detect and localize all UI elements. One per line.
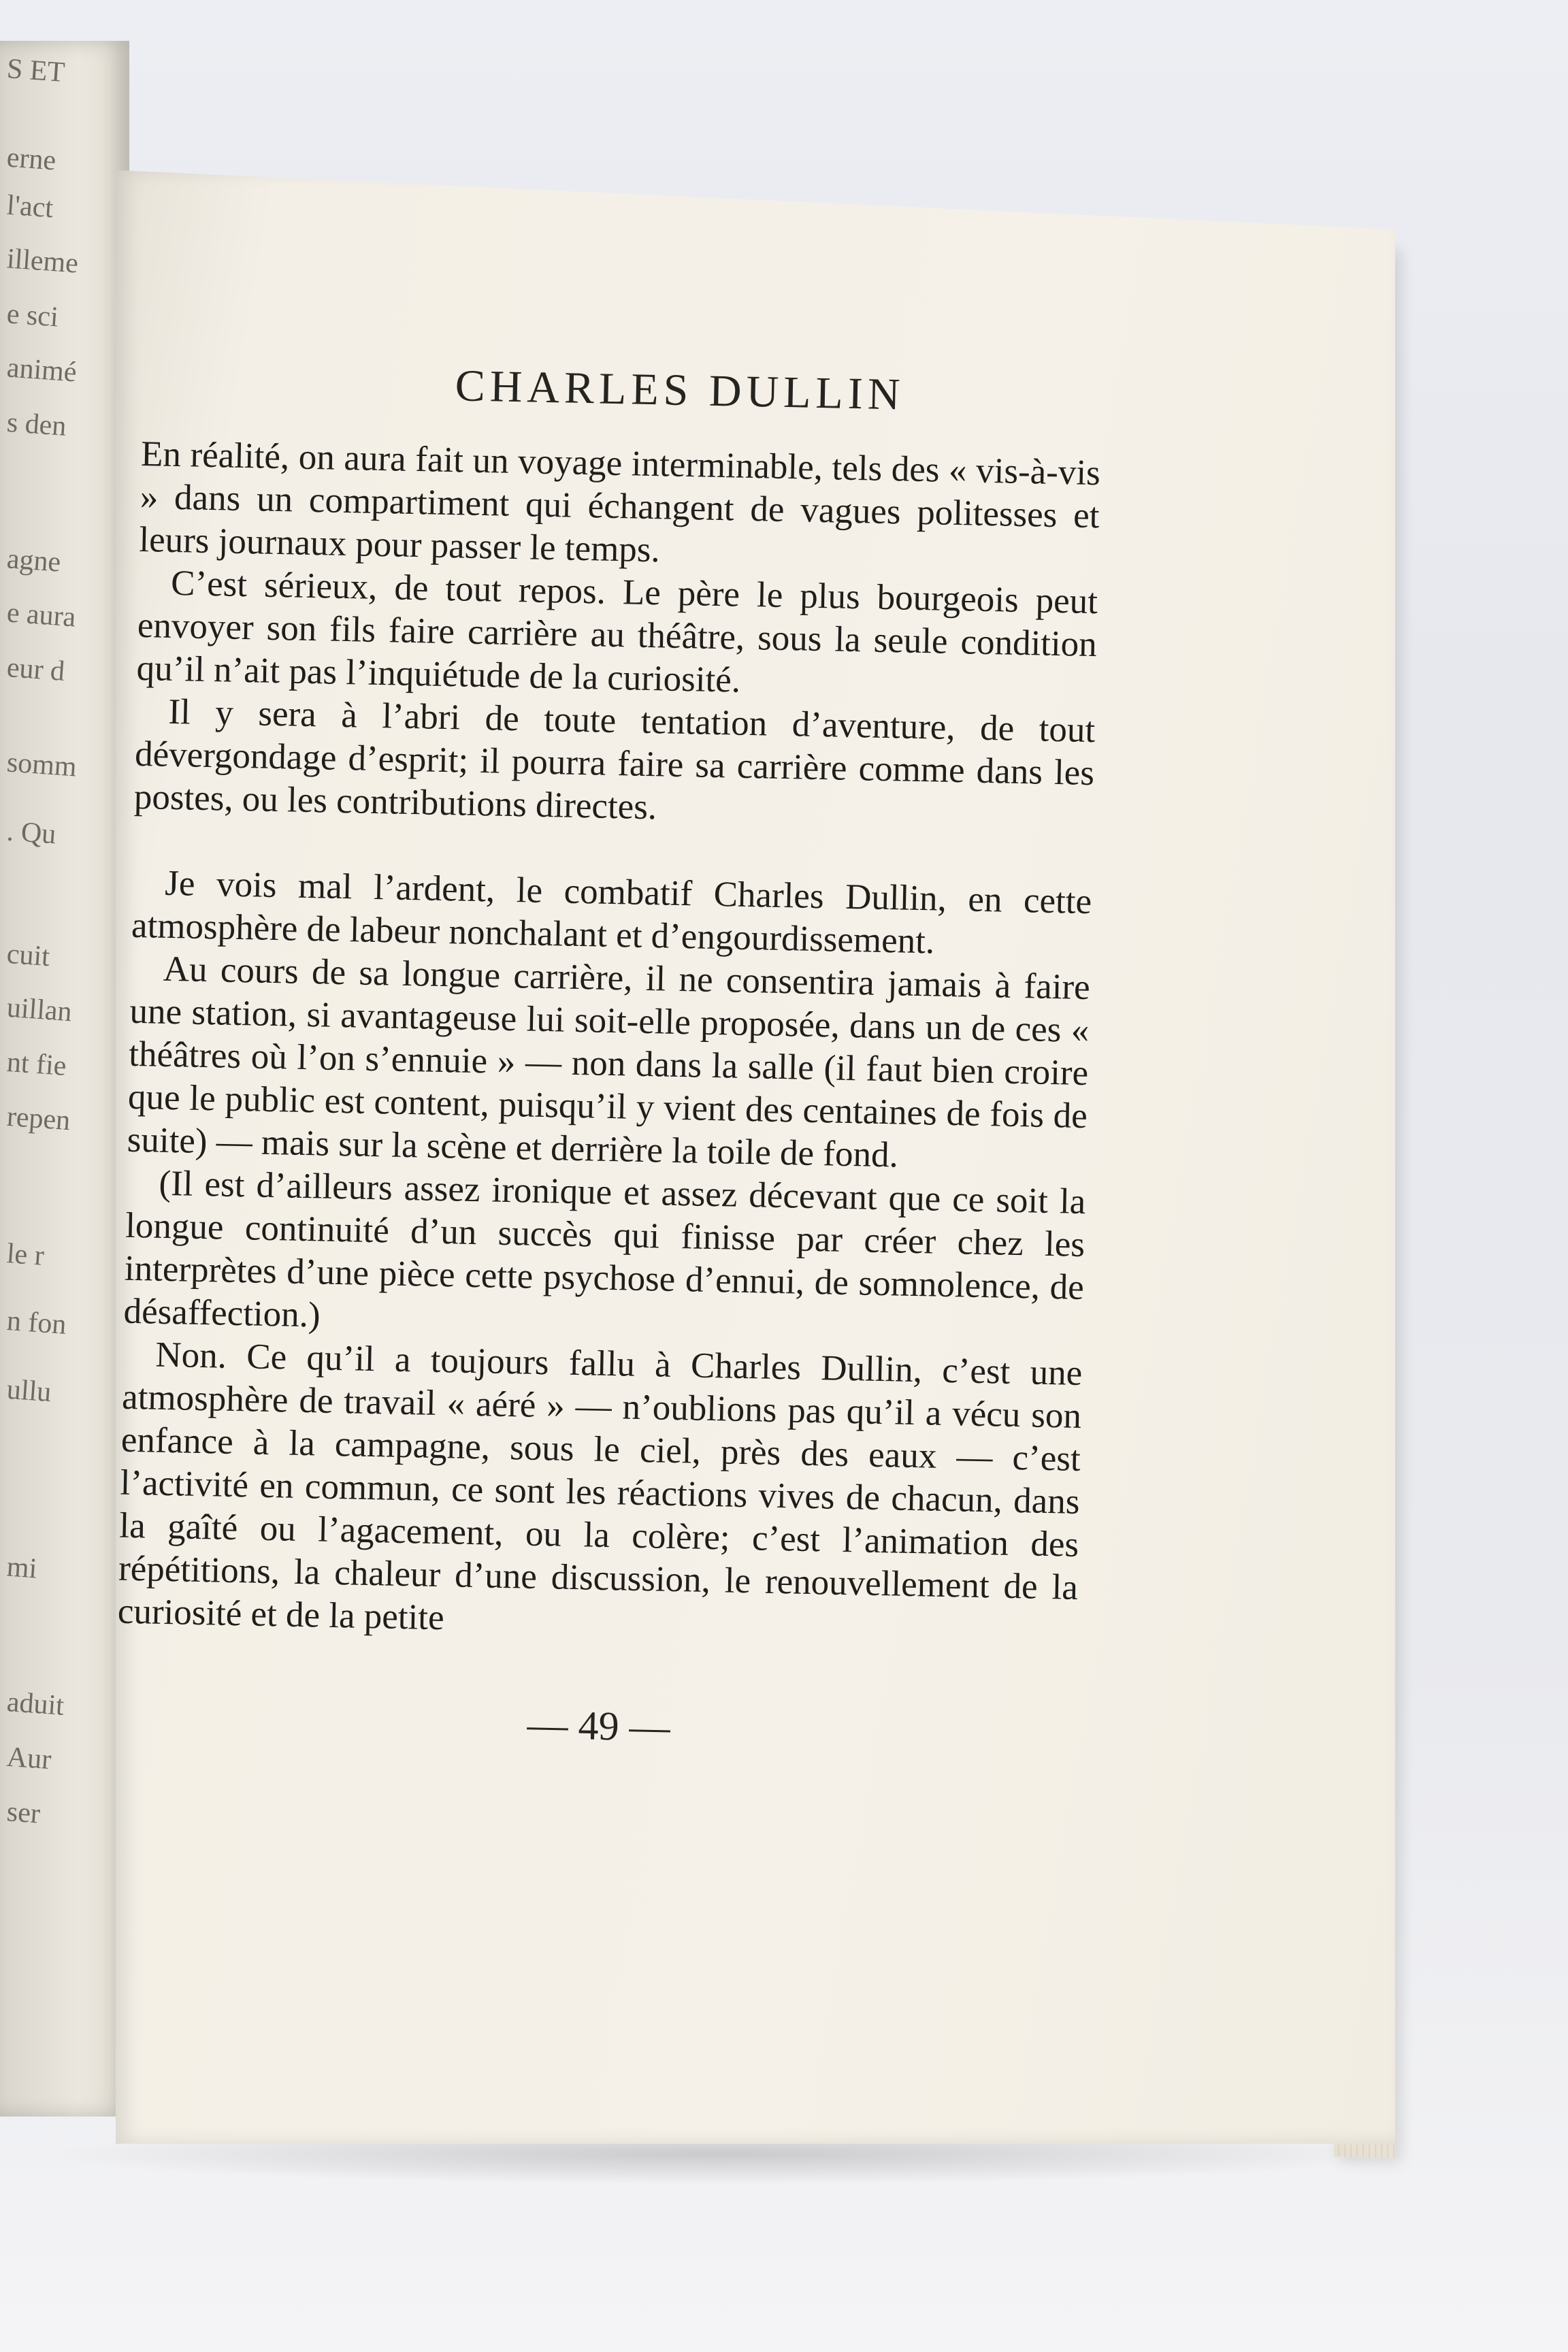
- left-page-fragment: l'act: [5, 189, 54, 225]
- left-page-fragment: n fon: [5, 1305, 67, 1341]
- running-head: CHARLES DULLIN: [455, 361, 906, 420]
- left-page-fragment: ullu: [5, 1373, 52, 1409]
- paragraph: Non. Ce qu’il a toujours fallu à Charles Dullin, c’est une atmosphère de travail « aéré » — n’oublions pas qu’il a vécu son enfance à la campagne, sous le ciel, près des eaux — c’est l’activité en commun, ce sont les réactions vives de chacun, dans la gaîté ou l’agacement, ou la colère; c’est l’animation des répétitions, la chaleur d’une discussion, le renouvellement de la curiosité et de la petite: [117, 1335, 1083, 1638]
- page-number: — 49 —: [527, 1701, 671, 1750]
- paragraph: Je vois mal l’ardent, le combatif Charles Dullin, en cette atmosphère de labeur nonchalant et d’engourdissement.: [131, 863, 1092, 962]
- left-page-fragment: e sci: [5, 298, 60, 333]
- left-page-fragment: eur d: [5, 652, 66, 687]
- left-page-fragment: e aura: [5, 597, 77, 634]
- left-page-fragment: . Qu: [5, 815, 57, 851]
- paragraph: Au cours de sa longue carrière, il ne consentira jamais à faire une station, si avantageuse lui soit-elle proposée, dans un de ces « théâtres où l’on s’ennuie » — non dans la salle (il faut bien croire que le public est content, puisqu’il y vient des centaines de fois de suite) — mais sur la scène et derrière la toile de fond.: [127, 949, 1091, 1175]
- left-page-fragment: cuit: [5, 938, 51, 973]
- left-page-fragment: le r: [5, 1238, 46, 1272]
- paragraph: Il y sera à l’abri de toute tentation d’aventure, de tout dévergondage d’esprit; il pourra faire sa carrière comme dans les postes, ou les contributions directes.: [133, 691, 1096, 828]
- left-page-fragment: uillan: [5, 992, 74, 1028]
- left-page-fragment: erne: [5, 142, 57, 177]
- left-page-fragment: s den: [5, 407, 67, 442]
- left-page-fragment: animé: [5, 352, 78, 389]
- left-page-fragment: somm: [5, 747, 78, 783]
- paragraph: (Il est d’ailleurs assez ironique et assez décevant que ce soit la longue continuité d’un succès qui finisse par créer chez les interprètes d’une pièce cette psychose d’ennui, de somnolence, de désaffection.): [123, 1163, 1086, 1335]
- left-page-fragment: S ET: [5, 53, 66, 88]
- paragraph: C’est sérieux, de tout repos. Le père le plus bourgeois peut envoyer son fils faire carrière au théâtre, sous la seule condition qu’il n’ait pas l’inquiétude de la curiosité.: [136, 563, 1098, 700]
- left-page-fragment: Aur: [5, 1741, 52, 1776]
- paragraph: En réalité, on aura fait un voyage interminable, tels des « vis-à-vis » dans un compartiment qui échangent de vagues politesses et leurs journaux pour passer le temps.: [138, 434, 1101, 570]
- left-page-fragment: mi: [5, 1551, 38, 1585]
- left-page-fragment: illeme: [5, 243, 80, 280]
- left-page-fragment: repen: [5, 1100, 71, 1137]
- page-text-block: [115, 354, 1102, 1759]
- left-page: [0, 41, 129, 2117]
- left-page-fragment: aduit: [5, 1686, 65, 1722]
- left-page-fragment: agne: [5, 543, 62, 578]
- left-page-fragment: ser: [5, 1796, 42, 1830]
- left-page-fragment: nt fie: [5, 1047, 67, 1082]
